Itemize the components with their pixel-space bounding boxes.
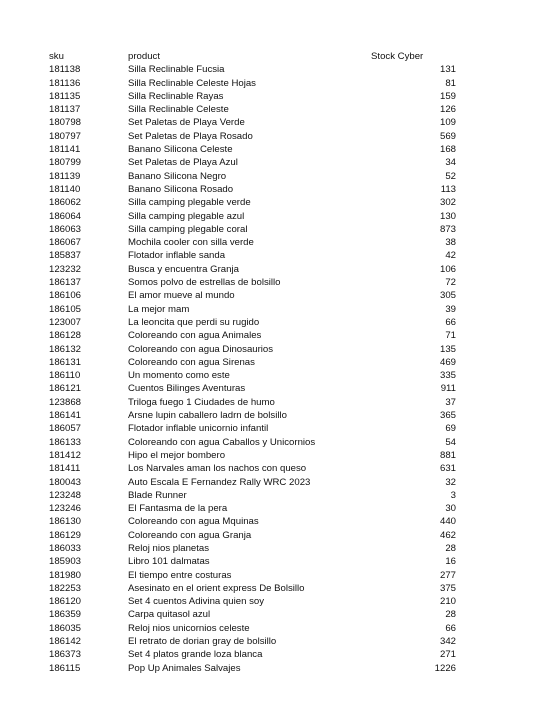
cell-sku: 180797 xyxy=(49,130,82,142)
cell-sku: 181139 xyxy=(49,170,81,182)
cell-product: Somos polvo de estrellas de bolsillo xyxy=(128,277,281,289)
cell-product: Hipo el mejor bombero xyxy=(128,449,226,461)
cell-sku: 181411 xyxy=(49,463,81,475)
cell-sku: 185837 xyxy=(49,250,82,262)
table-row xyxy=(0,529,560,542)
cell-stock: 30 xyxy=(445,503,456,515)
cell-product: Pop Up Animales Salvajes xyxy=(128,662,241,674)
cell-product: Silla Reclinable Celeste xyxy=(128,104,229,116)
cell-sku: 186142 xyxy=(49,636,82,648)
cell-sku: 123868 xyxy=(49,396,82,408)
cell-sku: 186064 xyxy=(49,210,82,222)
cell-sku: 123007 xyxy=(49,316,82,328)
cell-sku: 181141 xyxy=(49,144,81,156)
table-row xyxy=(0,223,560,236)
cell-stock: 631 xyxy=(439,463,456,475)
cell-sku: 186110 xyxy=(49,370,81,382)
cell-sku: 186141 xyxy=(49,410,82,422)
cell-stock: 113 xyxy=(440,183,456,195)
cell-stock: 462 xyxy=(439,529,456,541)
cell-sku: 186067 xyxy=(49,237,82,249)
cell-stock: 569 xyxy=(439,130,456,142)
cell-stock: 159 xyxy=(439,90,456,102)
cell-stock: 37 xyxy=(445,396,456,408)
cell-product: Flotador inflable sanda xyxy=(128,250,226,262)
cell-sku: 181136 xyxy=(49,77,81,89)
cell-stock: 54 xyxy=(445,436,456,448)
cell-sku: 186132 xyxy=(49,343,82,355)
cell-sku: 186130 xyxy=(49,516,82,528)
cell-sku: 186373 xyxy=(49,649,82,661)
cell-stock: 71 xyxy=(445,330,456,342)
cell-product: Los Narvales aman los nachos con queso xyxy=(128,463,307,475)
cell-product: Auto Escala E Fernandez Rally WRC 2023 xyxy=(128,476,311,488)
cell-stock: 335 xyxy=(439,370,456,382)
cell-product: Coloreando con agua Mquinas xyxy=(128,516,259,528)
cell-sku: 186131 xyxy=(49,356,82,368)
table-row xyxy=(0,143,560,156)
table-row xyxy=(0,316,560,329)
table-row xyxy=(0,210,560,223)
cell-sku: 186129 xyxy=(49,529,82,541)
cell-product: El Fantasma de la pera xyxy=(128,503,228,515)
table-row xyxy=(0,77,560,90)
table-row xyxy=(0,595,560,608)
cell-product: Asesinato en el orient express De Bolsillo xyxy=(128,582,305,594)
cell-stock: 28 xyxy=(445,542,456,554)
cell-sku: 182253 xyxy=(49,582,82,594)
cell-sku: 186033 xyxy=(49,542,82,554)
cell-product: Silla Reclinable Rayas xyxy=(128,90,224,102)
table-row xyxy=(0,662,560,675)
table-row xyxy=(0,63,560,76)
cell-stock: 16 xyxy=(445,556,456,568)
cell-product: La leoncita que perdi su rugido xyxy=(128,316,260,328)
cell-sku: 186120 xyxy=(49,596,82,608)
cell-product: Blade Runner xyxy=(128,489,187,501)
cell-product: Coloreando con agua Caballos y Unicornios xyxy=(128,436,316,448)
cell-sku: 180798 xyxy=(49,117,82,129)
cell-sku: 186105 xyxy=(49,303,82,315)
table-row xyxy=(0,476,560,489)
cell-product: Coloreando con agua Granja xyxy=(128,529,252,541)
table-row xyxy=(0,542,560,555)
cell-product: Flotador inflable unicornio infantil xyxy=(128,423,269,435)
cell-stock: 32 xyxy=(445,476,456,488)
table-row xyxy=(0,343,560,356)
table-row xyxy=(0,382,560,395)
table-row xyxy=(0,196,560,209)
cell-product: Silla Reclinable Fucsia xyxy=(128,64,225,76)
table-row xyxy=(0,356,560,369)
cell-stock: 342 xyxy=(439,636,456,648)
cell-stock: 911 xyxy=(440,383,456,395)
cell-stock: 66 xyxy=(445,316,456,328)
table-row xyxy=(0,249,560,262)
table-row xyxy=(0,170,560,183)
cell-sku: 186062 xyxy=(49,197,82,209)
cell-product: Silla camping plegable azul xyxy=(128,210,245,222)
table-row xyxy=(0,396,560,409)
table-row xyxy=(0,582,560,595)
cell-stock: 109 xyxy=(439,117,456,129)
table-row xyxy=(0,130,560,143)
cell-product: Reloj nios planetas xyxy=(128,542,210,554)
table-row xyxy=(0,502,560,515)
table-row xyxy=(0,116,560,129)
cell-sku: 185903 xyxy=(49,556,82,568)
table-row xyxy=(0,462,560,475)
table-row xyxy=(0,449,560,462)
table-row xyxy=(0,236,560,249)
header-product: product xyxy=(128,51,160,62)
cell-stock: 305 xyxy=(439,290,456,302)
header-stock: Stock Cyber xyxy=(371,51,424,62)
cell-stock: 39 xyxy=(445,303,456,315)
cell-stock: 38 xyxy=(445,237,456,249)
cell-sku: 180043 xyxy=(49,476,82,488)
cell-stock: 277 xyxy=(439,569,456,581)
header-sku: sku xyxy=(49,51,64,62)
cell-product: Un momento como este xyxy=(128,370,230,382)
table-row xyxy=(0,409,560,422)
stock-table xyxy=(0,50,560,675)
cell-sku: 186115 xyxy=(49,662,81,674)
cell-product: La mejor mam xyxy=(128,303,190,315)
cell-product: Mochila cooler con silla verde xyxy=(128,237,254,249)
cell-sku: 186137 xyxy=(49,277,82,289)
cell-stock: 168 xyxy=(439,144,456,156)
cell-sku: 181137 xyxy=(49,104,81,116)
cell-sku: 123232 xyxy=(49,263,82,275)
cell-stock: 81 xyxy=(445,77,456,89)
cell-stock: 28 xyxy=(445,609,456,621)
cell-sku: 186063 xyxy=(49,223,82,235)
cell-product: Set 4 platos grande loza blanca xyxy=(128,649,263,661)
cell-stock: 106 xyxy=(439,263,456,275)
cell-product: Silla Reclinable Celeste Hojas xyxy=(128,77,256,89)
cell-product: Coloreando con agua Dinosaurios xyxy=(128,343,274,355)
cell-stock: 42 xyxy=(445,250,456,262)
cell-sku: 186359 xyxy=(49,609,82,621)
cell-stock: 1226 xyxy=(434,662,456,674)
cell-sku: 180799 xyxy=(49,157,82,169)
table-row xyxy=(0,608,560,621)
cell-product: Carpa quitasol azul xyxy=(128,609,211,621)
table-row xyxy=(0,276,560,289)
table-row xyxy=(0,622,560,635)
cell-stock: 69 xyxy=(445,423,456,435)
cell-product: Coloreando con agua Animales xyxy=(128,330,262,342)
cell-product: Coloreando con agua Sirenas xyxy=(128,356,255,368)
cell-product: El tiempo entre costuras xyxy=(128,569,232,581)
cell-sku: 181140 xyxy=(49,183,81,195)
cell-stock: 271 xyxy=(439,649,456,661)
table-row xyxy=(0,103,560,116)
cell-product: Banano Silicona Negro xyxy=(128,170,227,182)
table-row xyxy=(0,569,560,582)
cell-product: Arsne lupin caballero ladrn de bolsillo xyxy=(128,410,287,422)
cell-sku: 186106 xyxy=(49,290,82,302)
cell-stock: 126 xyxy=(439,104,456,116)
table-row xyxy=(0,555,560,568)
cell-stock: 375 xyxy=(439,582,456,594)
cell-stock: 131 xyxy=(439,64,456,76)
table-row xyxy=(0,329,560,342)
cell-product: Banano Silicona Celeste xyxy=(128,144,233,156)
cell-sku: 123248 xyxy=(49,489,82,501)
cell-stock: 52 xyxy=(445,170,456,182)
table-row xyxy=(0,648,560,661)
cell-sku: 181135 xyxy=(49,90,81,102)
cell-product: Triloga fuego 1 Ciudades de humo xyxy=(128,396,275,408)
cell-sku: 181138 xyxy=(49,64,81,76)
cell-sku: 186128 xyxy=(49,330,82,342)
cell-stock: 210 xyxy=(439,596,456,608)
cell-stock: 881 xyxy=(439,449,456,461)
cell-stock: 3 xyxy=(450,489,456,501)
cell-product: Reloj nios unicornios celeste xyxy=(128,622,250,634)
cell-sku: 181980 xyxy=(49,569,82,581)
cell-stock: 72 xyxy=(445,277,456,289)
cell-stock: 873 xyxy=(439,223,456,235)
cell-product: Libro 101 dalmatas xyxy=(128,556,210,568)
table-row xyxy=(0,436,560,449)
cell-product: Silla camping plegable coral xyxy=(128,223,248,235)
cell-product: Banano Silicona Rosado xyxy=(128,183,234,195)
cell-sku: 186121 xyxy=(49,383,82,395)
table-row xyxy=(0,289,560,302)
cell-product: Cuentos Bilinges Aventuras xyxy=(128,383,246,395)
cell-stock: 469 xyxy=(439,356,456,368)
table-row xyxy=(0,489,560,502)
cell-product: Set Paletas de Playa Azul xyxy=(128,157,238,169)
cell-product: El amor mueve al mundo xyxy=(128,290,235,302)
table-body xyxy=(0,63,560,675)
cell-sku: 123246 xyxy=(49,503,82,515)
table-row xyxy=(0,635,560,648)
cell-product: Set 4 cuentos Adivina quien soy xyxy=(128,596,265,608)
cell-product: El retrato de dorian gray de bolsillo xyxy=(128,636,277,648)
cell-product: Busca y encuentra Granja xyxy=(128,263,239,275)
table-row xyxy=(0,303,560,316)
cell-sku: 186035 xyxy=(49,622,82,634)
cell-stock: 66 xyxy=(445,622,456,634)
table-row xyxy=(0,156,560,169)
cell-sku: 186057 xyxy=(49,423,82,435)
cell-stock: 135 xyxy=(439,343,456,355)
cell-stock: 302 xyxy=(439,197,456,209)
cell-product: Set Paletas de Playa Rosado xyxy=(128,130,253,142)
cell-stock: 130 xyxy=(439,210,456,222)
cell-sku: 186133 xyxy=(49,436,82,448)
cell-product: Set Paletas de Playa Verde xyxy=(128,117,245,129)
cell-stock: 34 xyxy=(445,157,456,169)
cell-stock: 440 xyxy=(439,516,456,528)
table-row xyxy=(0,369,560,382)
table-row xyxy=(0,90,560,103)
cell-product: Silla camping plegable verde xyxy=(128,197,251,209)
cell-sku: 181412 xyxy=(49,449,82,461)
table-row xyxy=(0,422,560,435)
table-row xyxy=(0,515,560,528)
table-row xyxy=(0,263,560,276)
cell-stock: 365 xyxy=(439,410,456,422)
table-row xyxy=(0,183,560,196)
table-header xyxy=(0,50,560,63)
